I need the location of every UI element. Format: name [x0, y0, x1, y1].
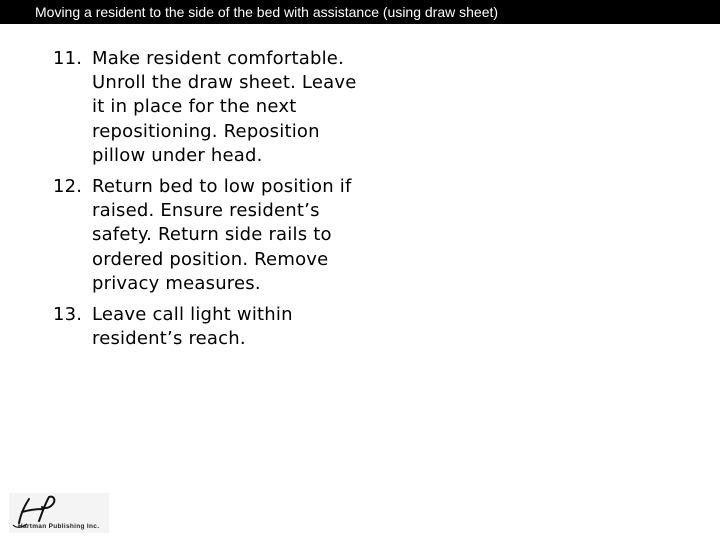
title-bar — [0, 0, 720, 24]
step-number: 13. — [53, 304, 83, 326]
step-text: Make resident comfortable. Unroll the draw sheet. Leave it in place for the next repositioning. Reposition pillow under head. — [92, 48, 357, 166]
logo-caption: Hartman Publishing Inc. — [18, 523, 100, 530]
step-text: Return bed to low position if raised. Ensure resident’s safety. Return side rails to ordered position. Remove privacy measures. — [92, 176, 352, 294]
slide-title: Moving a resident to the side of the bed with assistance (using draw sheet) — [35, 4, 499, 20]
step-item — [53, 47, 363, 168]
step-list — [53, 47, 363, 358]
step-number: 12. — [53, 176, 83, 198]
step-item — [53, 175, 363, 296]
step-number: 11. — [53, 48, 83, 69]
step-text: Leave call light within resident’s reach. — [92, 304, 293, 350]
step-item — [53, 303, 363, 351]
